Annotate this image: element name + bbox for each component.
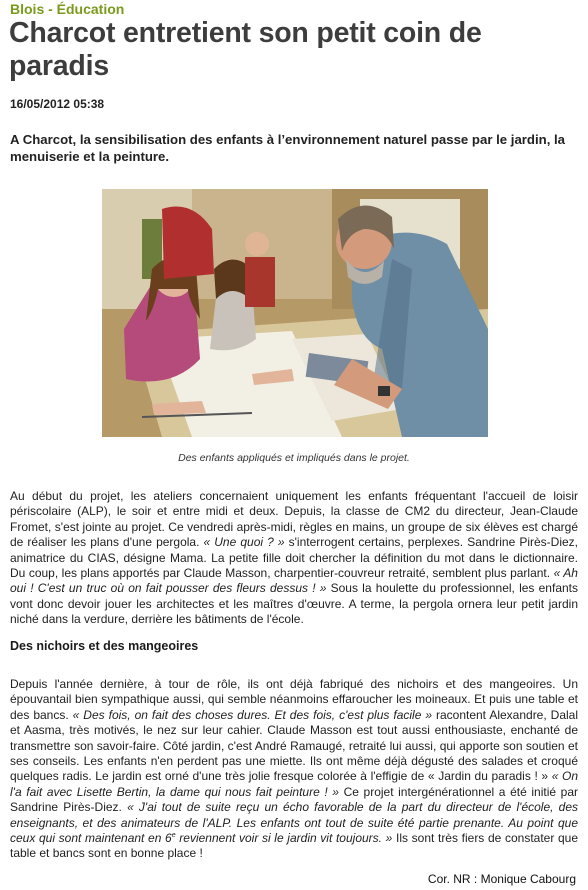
section-subheading: Des nichoirs et des mangeoires [10, 639, 199, 653]
article-lead: A Charcot, la sensibilisation des enfants à l’environnement naturel passe par le jardin, la menuiserie et la peinture. [10, 132, 566, 164]
text-run: « Des fois, on fait des choses dures. Et des fois, c'est plus facile » [72, 707, 433, 722]
text-run: Ils sont très fiers de constater que table et bancs sont en bonne place ! [10, 831, 579, 861]
text-run: Depuis l'année dernière, à tour de rôle, ils ont déjà fabriqué des nichoirs et des mangeoires. Un épouvantail bien sympathique aussi, qui semble néanmoins effaroucher les moineaux. Et puis une table et des bancs. [10, 677, 578, 722]
text-run: racontent Alexandre, Dalal et Aasma, très motivés, le nez sur leur cahier. Claude Masson est tout aussi enthousiaste, enchanté de transmettre son savoir-faire. Côté jardin, c'est André Ramaugé, retraité lui aussi, qui apporte son soutien et ses conseils. Les enfants n'en perdent pas une miette. Ils ont même déjà dégusté des salades et croqué quelques radis. Le jardin est orné d'une très jolie fresque colorée à l'effigie de « Jardin du paradis ! » [10, 707, 579, 784]
article-paragraph-2 [10, 677, 578, 862]
text-run: Ce projet intergénérationnel a été initié par Sandrine Pirès-Diez. [10, 784, 578, 815]
article-title: Charcot entretient son petit coin de paradis [9, 17, 482, 82]
photo-caption: Des enfants appliqués et impliqués dans le projet. [178, 452, 410, 464]
text-run: « Ah oui ! C'est un truc où on fait pousser des fleurs dessus ! » [10, 566, 578, 596]
text-run: « On l'a fait avec Lisette Bertin, la dame qui nous fait peinture ! » [10, 769, 579, 799]
article-photo [102, 189, 488, 437]
text-run: Au début du projet, les ateliers concernaient uniquement les enfants fréquentant l'accueil de loisir périscolaire (ALP), le soir et entre midi et deux. Depuis, la classe de CM2 du directeur, Jean-Claude Fromet, s'est jointe au projet. Ce vendredi après-midi, règles en mains, un groupe de six élèves est chargé de réaliser les plans d'une pergola. [10, 489, 578, 550]
text-run: e [171, 832, 176, 840]
text-run: « J'ai tout de suite reçu un écho favorable de la part du directeur de l'école, des enseignants, et des animateurs de l'ALP. Les enfants ont tout de suite été partie prenante. Au point que ceux qui sont maintenant en 6 [10, 800, 578, 846]
text-run: « Une quoi ? » [203, 535, 285, 550]
author-credit: Cor. NR : Monique Cabourg [427, 872, 576, 886]
photo-illustration [102, 189, 488, 437]
text-run: s'interrogent certains, perplexes. Sandrine Pirès-Diez, animatrice du CIAS, désigne Mama. La petite fille doit chercher la définition du mot dans le dictionnaire. Du coup, les plans apportés par Claude Masson, charpentier-couvreur retraité, semblent plus parlant. [10, 535, 579, 581]
article-paragraph-1 [10, 489, 578, 628]
article-kicker[interactable]: Blois - Éducation [10, 1, 125, 17]
text-run: Sous la houlette du professionnel, les enfants vont donc devoir jouer les architectes et les maîtres d'œuvre. A terme, la pergola ornera leur petit jardin niché dans la verdure, derrière les bâtiments de l'école. [10, 581, 578, 627]
text-run: reviennent voir si le jardin vit toujours. » [175, 831, 393, 846]
article-date: 16/05/2012 05:38 [10, 97, 105, 111]
